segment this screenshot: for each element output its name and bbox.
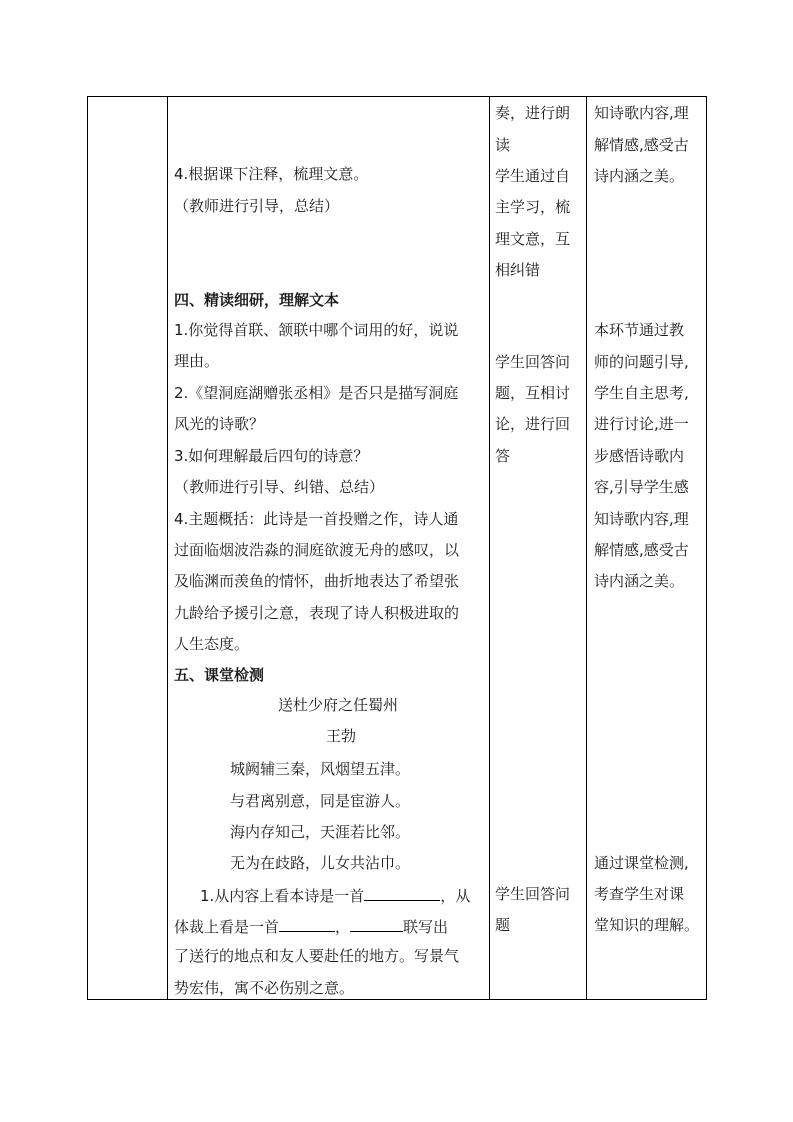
student-activity-text: 学生回答问 (495, 353, 571, 371)
question-4: 九龄给予援引之意，表现了诗人积极进取的 (174, 604, 460, 622)
design-intent-text: 解情感,感受古 (594, 541, 689, 559)
column-divider (489, 97, 490, 999)
design-intent-text: 师的问题引导, (594, 353, 689, 371)
student-activity-text: 答 (495, 447, 511, 465)
poem-line: 城阙辅三秦，风烟望五津。 (230, 760, 411, 778)
design-intent-text: 步感悟诗歌内 (594, 447, 685, 465)
design-intent-text: 解情感,感受古 (594, 136, 689, 154)
student-activity-text: 理文意，互 (495, 230, 571, 248)
question-1: 理由。 (174, 352, 220, 370)
design-intent-text: 通过课堂检测, (594, 854, 689, 872)
design-intent-text: 堂知识的理解。 (594, 916, 700, 934)
question-3: 3.如何理解最后四句的诗意？ (174, 447, 369, 465)
section-5-heading: 五、课堂检测 (174, 666, 265, 684)
student-activity-text: 论，进行回 (495, 415, 571, 433)
question-4: 人生态度。 (174, 635, 250, 653)
student-activity-text: 主学习，梳 (495, 198, 571, 216)
design-intent-text: 本环节通过教 (594, 321, 685, 339)
question-2: 风光的诗歌？ (174, 415, 265, 433)
exercise-1-line: 体裁上看是一首 ， 联写出 (174, 918, 449, 936)
exercise-1-line: 了送行的地点和友人要赴任的地方。写景气 (174, 947, 460, 965)
column-divider (586, 97, 587, 999)
answer-blank[interactable] (350, 916, 403, 932)
section-4-heading: 四、精读细研，理解文本 (174, 291, 340, 309)
student-activity-text: 相纠错 (495, 261, 541, 279)
poem-title: 送杜少府之任蜀州 (278, 696, 399, 714)
poem-line: 海内存知己，天涯若比邻。 (230, 823, 411, 841)
student-activity-text: 读 (495, 136, 511, 154)
design-intent-text: 诗内涵之美。 (594, 167, 685, 185)
exercise-1-line: 势宏伟，寓不必伤别之意。 (174, 979, 355, 997)
poem-author: 王勃 (326, 727, 357, 745)
student-activity-text: 学生通过自 (495, 167, 571, 185)
design-intent-text: 学生自主思考, (594, 384, 689, 402)
question-4: 及临渊而羡鱼的情怀，曲折地表达了希望张 (174, 572, 460, 590)
poem-line: 与君离别意，同是宦游人。 (230, 792, 411, 810)
student-activity-text: 奏，进行朗 (495, 104, 571, 122)
poem-line: 无为在歧路，儿女共沾巾。 (230, 854, 411, 872)
student-activity-text: 学生回答问 (495, 885, 571, 903)
question-4: 过面临烟波浩淼的洞庭欲渡无舟的感叹，以 (174, 541, 460, 559)
design-intent-text: 诗内涵之美。 (594, 572, 685, 590)
design-intent-text: 知诗歌内容,理 (594, 510, 689, 528)
teacher-note: （教师进行引导，总结） (174, 197, 340, 215)
design-intent-text: 考查学生对课 (594, 885, 685, 903)
reading-step-4: 4.根据课下注释，梳理文意。 (174, 165, 369, 183)
student-activity-text: 题 (495, 916, 511, 934)
question-2: 2.《望洞庭湖赠张丞相》是否只是描写洞庭 (174, 384, 459, 402)
design-intent-text: 知诗歌内容,理 (594, 104, 689, 122)
student-activity-text: 题，互相讨 (495, 384, 571, 402)
exercise-1-line: 1.从内容上看本诗是一首 ，从 (200, 887, 471, 905)
answer-blank[interactable] (364, 885, 440, 901)
question-4: 4.主题概括：此诗是一首投赠之作，诗人通 (174, 510, 459, 528)
answer-blank[interactable] (279, 916, 335, 932)
design-intent-text: 容,引导学生感 (594, 478, 689, 496)
question-1: 1.你觉得首联、颔联中哪个词用的好，说说 (174, 321, 459, 339)
design-intent-text: 进行讨论,进一 (594, 415, 689, 433)
teacher-note: （教师进行引导、纠错、总结） (174, 478, 385, 496)
column-divider (167, 97, 168, 999)
